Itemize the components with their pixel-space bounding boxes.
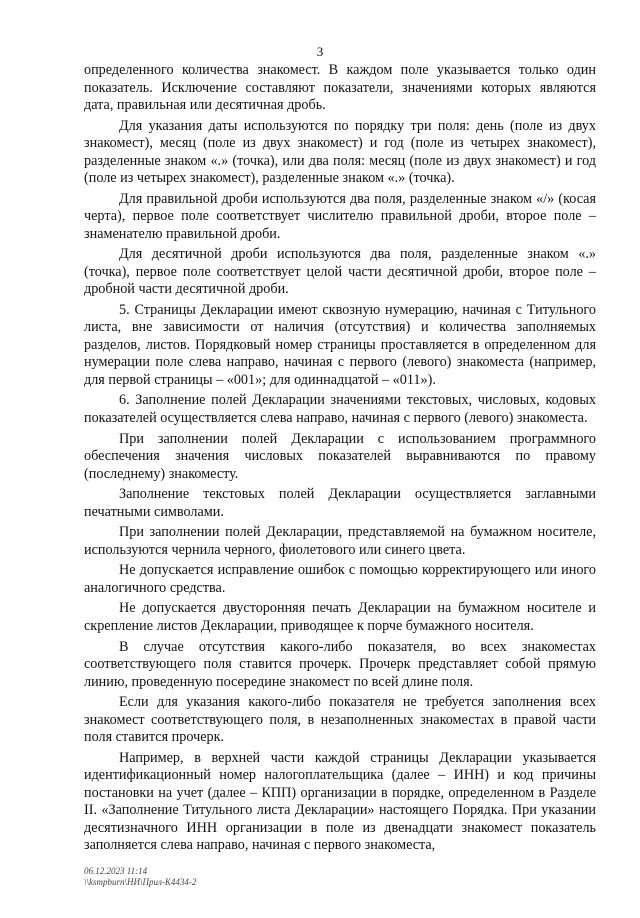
footer-timestamp: 06.12.2023 11:14	[84, 866, 148, 876]
paragraph-ink-colors: При заполнении полей Декларации, представляемой на бумажном носителе, используются чернила черного, фиолетового или синего цвета.	[84, 524, 596, 558]
paragraph-field-filling: 6. Заполнение полей Декларации значениями текстовых, числовых, кодовых показателей осуществляется слева направо, начиная с первого (левого) знакоместа.	[84, 392, 596, 426]
paragraph-software-alignment: При заполнении полей Декларации с использованием программного обеспечения значения числовых показателей выравниваются по правому (последнему) знакоместу.	[84, 430, 596, 482]
paragraph-no-duplex: Не допускается двусторонняя печать Декларации на бумажном носителе и скрепление листов Декларации, приводящее к порче бумажного носителя.	[84, 600, 596, 634]
paragraph-dash-unfilled: Если для указания какого-либо показателя не требуется заполнения всех знакомест соответствующего поля, в незаполненных знакоместах в правой части поля ставится прочерк.	[84, 694, 596, 746]
paragraph-continuation: определенного количества знакомест. В каждом поле указывается только один показатель. Исключение составляют показатели, значениями которых являются дата, правильная или десятичная дробь.	[84, 62, 596, 113]
document-body	[84, 62, 596, 858]
page-number: 3	[316, 44, 324, 59]
paragraph-no-corrections: Не допускается исправление ошибок с помощью корректирующего или иного аналогичного средства.	[84, 562, 596, 596]
paragraph-page-numbering: 5. Страницы Декларации имеют сквозную нумерацию, начиная с Титульного листа, вне зависимости от наличия (отсутствия) и количества заполняемых разделов, листов. Порядковый номер страницы проставляется в определенном для нумерации поле слева направо, начиная с первого (левого) знакоместа (например, для первой страницы – «001»; для одиннадцатой – «011»).	[84, 301, 596, 388]
page-footer	[84, 866, 196, 888]
paragraph-decimal-fraction: Для десятичной дроби используются два поля, разделенные знаком «.» (точка), первое поле соответствует целой части десятичной дроби, второе поле – дробной части десятичной дроби.	[84, 246, 596, 298]
footer-file-path: \\ksmpburn\НИ\Прил-К4434-2	[84, 877, 197, 887]
paragraph-inn-example: Например, в верхней части каждой страницы Декларации указывается идентификационный номер налогоплательщика (далее – ИНН) и код причины постановки на учет (далее – КПП) организации в порядке, определенном в Разделе II. «Заполнение Титульного листа Декларации» настоящего Порядка. При указании десятизначного ИНН организации в поле из двенадцати знакомест показатель заполняется слева направо, начиная с первого знакоместа,	[84, 749, 596, 854]
paragraph-date-fields: Для указания даты используются по порядку три поля: день (поле из двух знакомест), месяц (поле из двух знакомест) и год (поле из четырех знакомест), разделенные знаком «.» (точка), или два поля: месяц (поле из двух знакомест) и год (поле из четырех знакомест), разделенные знаком «.» (точка).	[84, 117, 596, 187]
paragraph-capital-letters: Заполнение текстовых полей Декларации осуществляется заглавными печатными символами.	[84, 486, 596, 520]
paragraph-dash-missing: В случае отсутствия какого-либо показателя, во всех знакоместах соответствующего поля ставится прочерк. Прочерк представляет собой прямую линию, проведенную посередине знакомест по всей длине поля.	[84, 638, 596, 690]
paragraph-proper-fraction: Для правильной дроби используются два поля, разделенные знаком «/» (косая черта), первое поле соответствует числителю правильной дроби, второе поле – знаменателю правильной дроби.	[84, 190, 596, 242]
